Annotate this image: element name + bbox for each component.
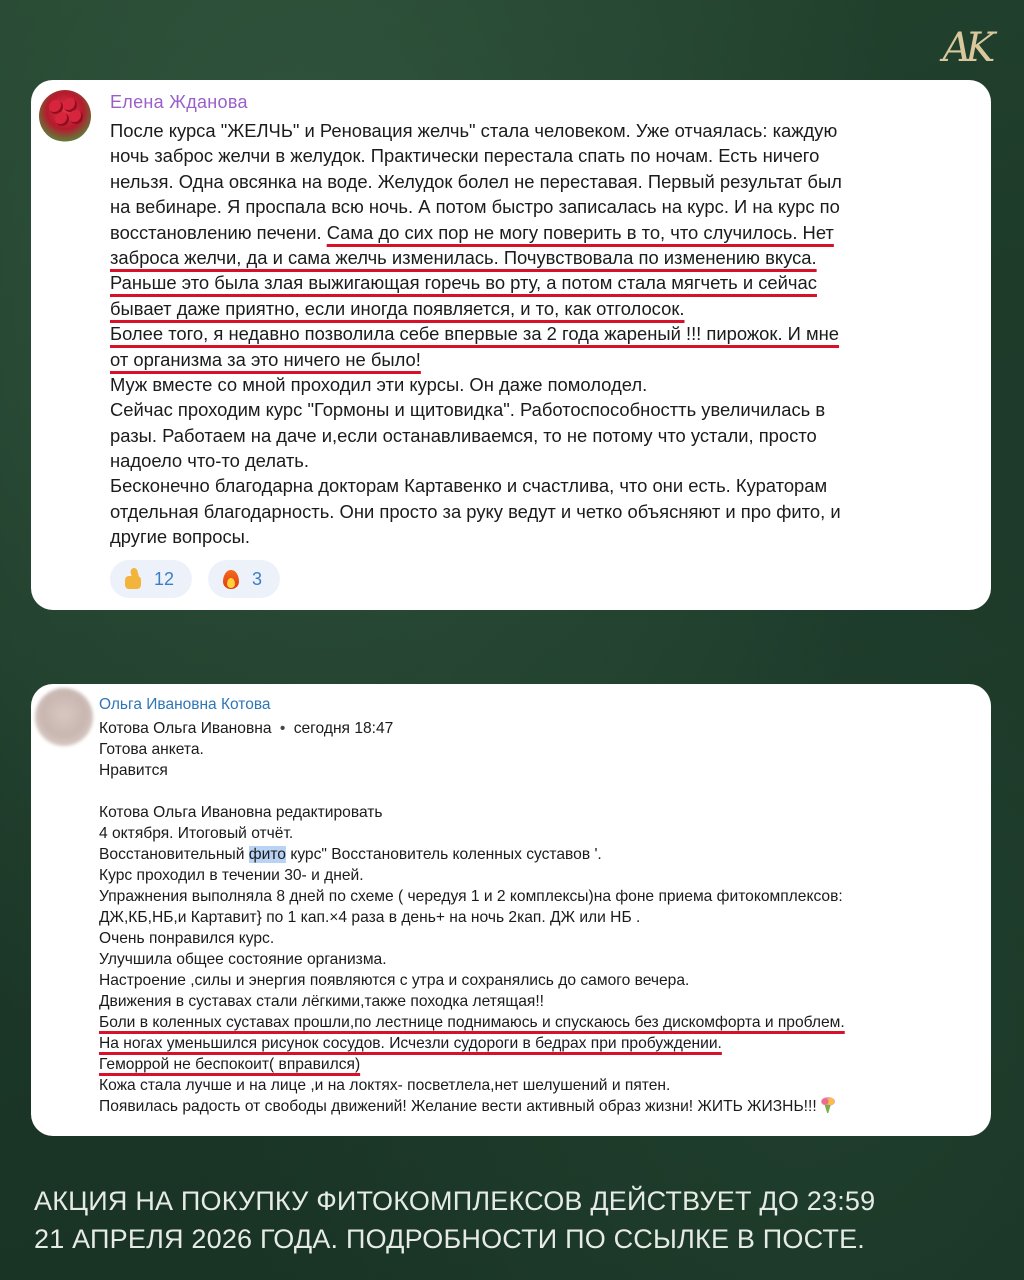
text-line xyxy=(110,372,980,397)
underlined-text: На ногах уменьшился рисунок сосудов. Исчезли судороги в бедрах при пробуждении. xyxy=(99,1035,722,1052)
meta-separator: • xyxy=(279,720,286,737)
review-card-1 xyxy=(31,80,991,610)
text-line xyxy=(99,949,979,970)
text-line xyxy=(99,739,979,760)
text-span: Движения в суставах стали лёгкими,также походка летящая!! xyxy=(99,993,544,1010)
text-line xyxy=(99,1075,979,1096)
text-span: восстановлению печени. xyxy=(110,221,327,243)
text-line xyxy=(110,448,980,473)
text-span: на вебинаре. Я проспала всю ночь. А потом быстро записалась на курс. И на курс по xyxy=(110,196,840,218)
text-line xyxy=(110,473,980,498)
text-span: Очень понравился курс. xyxy=(99,930,275,947)
text-span: отдельная благодарность. Они просто за руку ведут и четко объясняют и про фито, и xyxy=(110,500,841,522)
text-line xyxy=(99,865,979,886)
promo-line: 21 АПРЕЛЯ 2026 ГОДА. ПОДРОБНОСТИ ПО ССЫЛКЕ В ПОСТЕ. xyxy=(34,1224,865,1254)
underlined-text: от организма за это ничего не было! xyxy=(110,348,421,370)
text-span: ночь заброс желчи в желудок. Практически перестала спать по ночам. Есть ничего xyxy=(110,145,820,167)
text-line xyxy=(110,194,980,219)
reaction-thumbs-up-button[interactable] xyxy=(110,560,192,598)
text-line xyxy=(110,321,980,346)
text-line xyxy=(110,524,980,549)
underlined-text: Геморрой не беспокоит( вправился) xyxy=(99,1056,361,1073)
reaction-fire-button[interactable] xyxy=(208,560,280,598)
text-line xyxy=(110,397,980,422)
text-span: Курс проходил в течении 30- и дней. xyxy=(99,867,364,884)
text-span: Сейчас проходим курс "Гормоны и щитовидка". Работоспособностть увеличилась в xyxy=(110,399,826,421)
underlined-text: Раньше это была злая выжигающая горечь во рту, а потом стала мягчеть и сейчас xyxy=(110,272,817,294)
post-author: Котова Ольга Ивановна xyxy=(99,720,272,737)
text-span: Восстановительный xyxy=(99,846,249,863)
text-span: После курса "ЖЕЛЧЬ" и Реновация желчь" стала человеком. Уже отчаялась: каждую xyxy=(110,120,838,141)
text-line xyxy=(110,118,980,143)
text-line xyxy=(99,823,979,844)
text-line xyxy=(110,169,980,194)
review-text xyxy=(99,718,979,1117)
text-span: Нравится xyxy=(99,762,168,779)
text-line xyxy=(110,499,980,524)
review-card-2 xyxy=(31,684,991,1136)
text-span: Настроение ,силы и энергия появляются с утра и сохранялись до самого вечера. xyxy=(99,972,690,989)
bouquet-icon xyxy=(819,1097,837,1113)
author-name[interactable]: Елена Жданова xyxy=(110,92,248,112)
text-line xyxy=(99,970,979,991)
underlined-text: Сама до сих пор не могу поверить в то, что случилось. Нет xyxy=(326,221,834,243)
text-span: курс" Восстановитель коленных суставов '. xyxy=(285,846,602,863)
text-line xyxy=(99,907,979,928)
text-line xyxy=(110,296,980,321)
text-span: Котова Ольга Ивановна редактировать xyxy=(99,804,383,821)
text-line xyxy=(99,1054,979,1075)
text-line xyxy=(99,928,979,949)
text-line xyxy=(110,423,980,448)
fire-icon xyxy=(220,568,242,590)
text-span: надоело что-то делать. xyxy=(110,450,309,472)
blank-line xyxy=(99,781,979,802)
text-span: Упражнения выполняла 8 дней по схеме ( чередуя 1 и 2 комплексы)на фоне приема фитокомплексов: xyxy=(99,888,843,905)
text-span: 4 октября. Итоговый отчёт. xyxy=(99,825,294,842)
brand-logo: AK xyxy=(942,25,990,71)
post-meta xyxy=(99,718,979,739)
text-span: другие вопросы. xyxy=(110,526,250,548)
underlined-text: Более того, я недавно позволила себе впервые за 2 года жареный !!! пирожок. И мне xyxy=(110,323,840,345)
text-line xyxy=(99,886,979,907)
promo-banner xyxy=(34,1182,994,1258)
text-span: разы. Работаем на даче и,если останавливаемся, то не потому что устали, просто xyxy=(110,424,817,446)
text-span: Готова анкета. xyxy=(99,741,204,758)
text-line xyxy=(110,143,980,168)
text-line xyxy=(99,1033,979,1054)
promo-line: АКЦИЯ НА ПОКУПКУ ФИТОКОМПЛЕКСОВ ДЕЙСТВУЕТ ДО 23:59 xyxy=(34,1186,876,1216)
text-line xyxy=(99,760,979,781)
avatar[interactable] xyxy=(39,90,91,142)
text-line xyxy=(99,1012,979,1033)
reaction-count: 12 xyxy=(154,568,175,589)
text-line xyxy=(99,991,979,1012)
text-line xyxy=(99,844,979,865)
text-line xyxy=(99,802,979,823)
highlighted-text: фито xyxy=(248,846,286,863)
author-name[interactable]: Ольга Ивановна Котова xyxy=(99,696,271,713)
text-line xyxy=(110,270,980,295)
underlined-text: бывает даже приятно, если иногда появляется, и то, как отголосок. xyxy=(110,297,685,319)
reaction-count: 3 xyxy=(252,568,263,589)
review-text xyxy=(110,118,980,550)
text-line xyxy=(110,347,980,372)
text-span: Кожа стала лучше и на лице ,и на локтях- посветлела,нет шелушений и пятен. xyxy=(99,1077,671,1094)
reactions-bar xyxy=(110,560,280,598)
avatar[interactable] xyxy=(35,688,93,746)
text-span: нельзя. Одна овсянка на воде. Желудок болел не переставая. Первый результат был xyxy=(110,170,842,192)
underlined-text: Боли в коленных суставах прошли,по лестнице поднимаюсь и спускаюсь без дискомфорта и проблем. xyxy=(99,1014,845,1031)
text-span: ДЖ,КБ,НБ,и Картавит} по 1 кап.×4 раза в день+ на ночь 2кап. ДЖ или НБ . xyxy=(99,909,641,926)
text-line xyxy=(110,245,980,270)
text-span: Муж вместе со мной проходил эти курсы. Он даже помолодел. xyxy=(110,373,648,395)
underlined-text: заброса желчи, да и сама желчь изменилась. Почувствовала по изменению вкуса. xyxy=(110,246,817,268)
text-line xyxy=(110,220,980,245)
thumbs-up-icon xyxy=(122,568,144,590)
text-line xyxy=(99,1096,979,1117)
text-span: Улучшила общее состояние организма. xyxy=(99,951,387,968)
post-time: сегодня 18:47 xyxy=(293,720,394,737)
text-span: Бесконечно благодарна докторам Картавенко и счастлива, что они есть. Кураторам xyxy=(110,475,828,497)
text-span: Появилась радость от свободы движений! Желание вести активный образ жизни! ЖИТЬ ЖИЗНЬ!!! xyxy=(99,1098,817,1115)
